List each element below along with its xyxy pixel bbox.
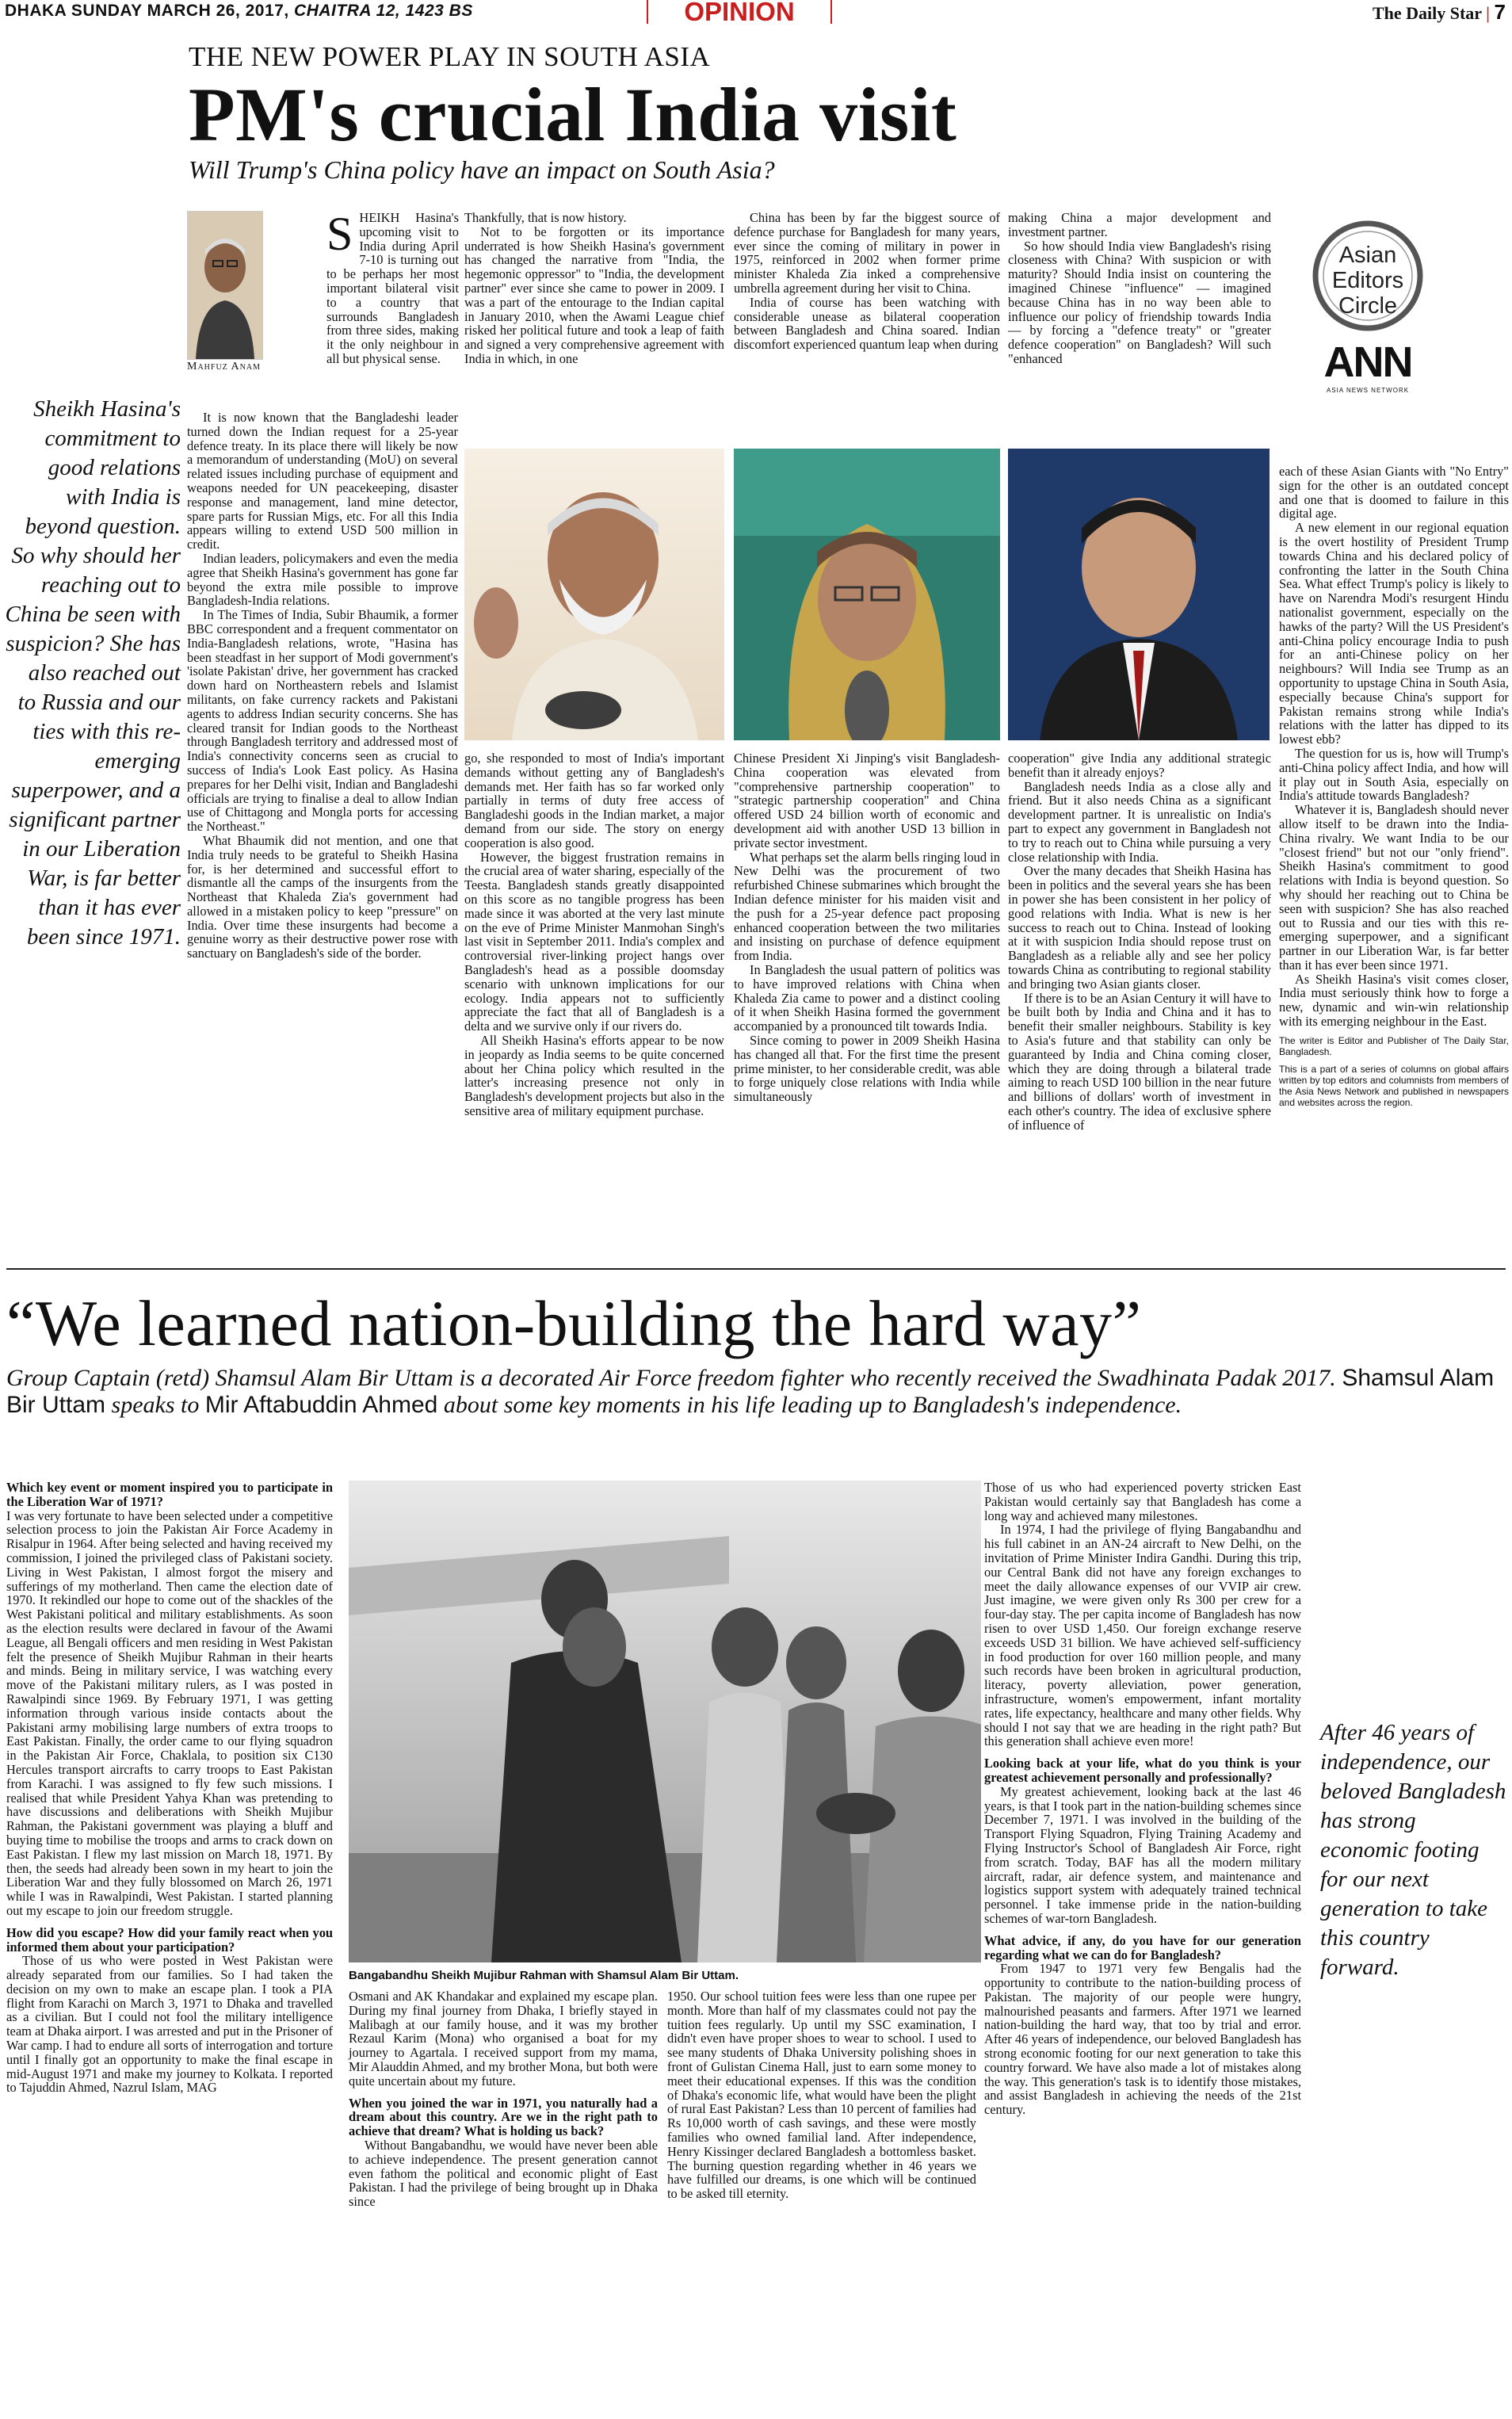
article1-col5: each of these Asian Giants with "No Entry" sign for the other is an outdated concept and one that is doomed to failure in this digital age. A new element in our regional equation is the overt hostility of President Trump towards China and his declared policy of confronting the latter in the South China Sea. What effect Trump's policy is likely to have on Narendra Modi's resurgent Hindu nationalist government, especially on the hawks of the party? Will the US President's anti-China policy encourage India to push for an anti-Chinese policy on her neighbours? Will India see Trump as an opportunity to upstage China in South Asia, especially because China's support for Pakistan remains strong while India's relations with the latter has dipped to its lowest ebb? The question for us is, how will Trump's anti-China policy affect India, and how will it play out in South Asia, especially on India's attitude towards Bangladesh? Whatever it is, Bangladesh should never allow itself to be drawn into the India-China rivalry. We want India to be our "closest friend" but not our "only friend". Sheikh Hasina's commitment to good relations with India is beyond question. So why should her reaching out to China be seen with suspicion? She has also reached out to Russia and our ties with this re-emerging superpower, and a significant partner in our Liberation War, is far better than it has ever been since 1971. As Sheikh Hasina's visit comes closer, India must seriously think how to forge a new, dynamic and win-win relationship with its emerging neighbour in the East. The writer is Editor and Publisher of The Daily Star, Bangladesh. This is a part of a series of columns on global affairs written by top editors and columnists from members of the Asia News Network and published in newspapers and websites across the region. bbox=[1279, 464, 1509, 1108]
paper-name-page: The Daily Star | 7 bbox=[1372, 0, 1506, 24]
page-number: 7 bbox=[1494, 0, 1506, 24]
author-byline: Mahfuz Anam bbox=[187, 361, 261, 373]
article1-col1: It is now known that the Bangladeshi leader turned down the Indian request for a 25-year defence treaty. In its place there will likely be now a memorandum of understanding (MoU) on several related issues including purchase of equipment and weapons needed for UN peacekeeping, disaster response and management, land mine detector, spare parts for Russian Migs, etc. For all this India appears willing to extend USD 500 million in credit. Indian leaders, policymakers and even the media agree that Sheikh Hasina's government has gone far beyond the extra mile possible to improve Bangladesh-India relations. In The Times of India, Subir Bhaumik, a former BBC correspondent and a frequent commentator on India-Bangladesh relations, wrote, "Hasina has been steadfast in her support of Modi government's 'isolate Pakistan' drive, her government has cracked down hard on Northeastern rebels and Islamist militants, on fake currency rackets and Pakistani agents to address Indian security concerns. She has cleared transit for Indian goods to the Northeast through Bangladesh territory and addressed most of India's connectivity concerns seen as crucial to success of India's Look East policy. As Hasina prepares for her Delhi visit, Indian and Bangladeshi officials are trying to finalise a deal to allow Indian use of Chittagong and Mongla ports for accessing the Northeast." What Bhaumik did not mention, and one that India truly needs to be grateful to Sheikh Hasina for, is her determined and successful effort to dismantle all the camps of the insurgents from the Northeast that Khaleda Zia's government had allowed in a mistaken policy to keep "pressure" on India. Over time these insurgents had become a genuine worry as their destructive power rose with sanctuary on Bangladesh's side of the border. bbox=[187, 410, 458, 961]
article1-col4-bottom: cooperation" give India any additional strategic benefit than it already enjoys? Bangladesh needs India as a close ally and friend. But it also needs China as a significant development partner. It is unrealistic on India's part to expect any government in Bangladesh not to try to reach out to China while pursuing a very close relationship with India. Over the many decades that Sheikh Hasina has been in politics and the several years she has been in power she has been consistent in her policy of good relations with India. What is new is her success to reach out to China. Instead of looking at it with suspicion India should repose trust on Bangladesh as a reliable ally and see her policy towards China as contributing to regional stability and bringing two Asian giants closer. If there is to be an Asian Century it will have to be built both by India and China and it has to benefit their smaller neighbours. Stability is key to Asia's future and that stability can only be guaranteed by India and China coming closer, which they are doing through a bilateral trade aiming to reach USD 100 billion in the near future and billions of dollars' worth of investment in each other's country. The idea of exclusive sphere of influence of bbox=[1008, 751, 1271, 1133]
hasina-portrait-icon bbox=[734, 449, 1000, 740]
photo-xi-jinping bbox=[1008, 449, 1270, 740]
question-3: When you joined the war in 1971, you naturally had a dream about this country. Are we in the right path to achieve that dream? What is holding us back? bbox=[349, 2095, 658, 2139]
article1-pullquote: Sheikh Hasina's commitment to good relations with India is beyond question. So why should her reaching out to China be seen with suspicion? She has also reached out to Russia and our ties with this re-emerging superpower, and a significant partner in our Liberation War, is far better than it has ever been since 1971. bbox=[5, 396, 181, 950]
article2-deck: Group Captain (retd) Shamsul Alam Bir Uttam is a decorated Air Force freedom fighter who recently received the Swadhinata Padak 2017. Shamsul Alam Bir Uttam speaks to Mir Aftabuddin Ahmed about some key moments in his life leading up to Bangladesh's independence. bbox=[6, 1365, 1495, 1418]
article2-col3: 1950. Our school tuition fees were less than one rupee per month. More than half of my classmates could not pay the tuition fees regularly. Up until my SSC examination, I didn't even have proper shoes to wear to school. I used to see many students of Dhaka University polishing shoes in front of Gulistan Cinema Hall, just to earn some money to meet their educational expenses. If this was the condition of Dhaka's economic life, what would have been the plight of rural East Pakistan? Less than 10 percent of families had Rs 10,000 worth of cash savings, and these were mostly families who owned familial land. After independence, Henry Kissinger declared Bangladesh a bottomless basket. The burning question regarding whether in 46 years we have fulfilled our dreams, is one which will be continued to be asked till eternity. bbox=[667, 1989, 976, 2202]
ann-logo: ANN bbox=[1323, 338, 1412, 386]
question-2: How did you escape? How did your family react when you informed them about your participation? bbox=[6, 1924, 333, 1955]
article2-col2: Osmani and AK Khandakar and explained my escape plan. During my final journey from Dhaka, I briefly stayed in Malibagh at our family house, and it was my brother Rezaul Karim (Mona) who organised a boat for my journey to Agartala. I received support from my mama, Mir Alauddin Ahmed, and my brother Mona, but both were quite uncertain about my future. When you joined the war in 1971, you naturally had a dream about this country. Are we in the right path to achieve that dream? What is holding us back? Without Bangabandhu, we would have never been able to achieve independence. The present generation cannot even fathom the political and economic plight of East Pakistan. I had the privilege of being brought up in Dhaka since bbox=[349, 1989, 658, 2210]
article1-kicker: THE NEW POWER PLAY IN SOUTH ASIA bbox=[189, 41, 711, 72]
article2-col1: Which key event or moment inspired you to participate in the Liberation War of 1971? I was very fortunate to have been selected under a competitive selection process to join the Pakistan Air Force Academy in Risalpur in 1964. After being selected and having received my commission, I joined the privileged class of Pakistani society. Living in West Pakistan, I almost forgot the misery and sufferings of my motherland. Then came the election date of 1970. It rekindled our hope to come out of the shackles of the West Pakistani political and military establishments. As soon as the election results were declared in favour of the Awami League, all Bengali officers and men residing in West Pakistan felt the presence of Sheikh Mujibur Rahman in their hearts and minds. Being in military service, I was watching every move of the Pakistani military rulers, as I was posted in Rawalpindi since 1969. By February 1971, I was getting information through various inside contacts about the Pakistani army mobilising large numbers of extra troops to East Pakistan. Finally, the order came to our flying squadron in the Pakistan Air Force, Chaklala, to position six C130 Hercules transport aircrafts to carry troops to East Pakistan from Karachi. I was assigned to fly few such missions. I realised that while President Yahya Khan was pretending to have discussions and deliberations with Sheikh Mujibur Rahman, the Pakistani government was playing a bluff and buying time to mobilise the troops and arms to crack down on East Pakistan. I flew my last mission on March 18, 1971. By then, the seeds had already been sown in my heart to join the Liberation War and they fully blossomed on March 26, 1971 while I was in Rawalpindi, West Pakistan. I started planning out my escape to join our freedom struggle. How did you escape? How did your family react when you informed them about your participation? Those of us who were posted in West Pakistan were already separated from our families. So I had taken the decision on my own to make an escape plan. I took a PIA flight from Karachi on March 3, 1971 to Dhaka and travelled as a civilian. But I could not fool the military intelligence team at Dhaka airport. I was arrested and put in the Prisoner of War camp. I had to endure all sorts of interrogation and torture until I finally got an opportunity to make the final escape in mid-August 1971 and make my journey to Kolkata. I reported to Tajuddin Ahmed, Nazrul Islam, MAG bbox=[6, 1480, 333, 2096]
paper-name: The Daily Star bbox=[1372, 3, 1482, 23]
article2-pullquote: After 46 years of independence, our beloved Bangladesh has strong economic footing for our next generation to take this country forward. bbox=[1320, 1720, 1506, 1980]
article1-col2-bottom: go, she responded to most of India's important demands without getting any of Bangladesh's demands met. Her faith has so far worked only partially in terms of duty free access of Bangladeshi goods in the Indian market, a major demand from our side. The story on energy cooperation is also good. However, the biggest frustration remains in the crucial area of water sharing, especially of the Teesta. Bangladesh stands greatly disappointed on this score as no tangible progress has been made since it was aborted at the very last minute on the eve of Prime Minister Manmohan Singh's last visit in September 2011. India's complex and controversial river-linking project hangs over Bangladesh's head as a possible doomsday scenario with unknown implications for our ecology. India appears not to sufficiently appreciate the fact that all of Bangladesh is a delta and we survive only if our rivers do. All Sheikh Hasina's efforts appear to be now in jeopardy as India seems to be quite concerned about her China policy which resulted in the latter's increasing presence not only in Bangladesh's development projects but also in the sensitive area of military equipment purchase. bbox=[464, 751, 724, 1118]
section-label: OPINION bbox=[647, 0, 832, 24]
xi-portrait-icon bbox=[1008, 449, 1270, 740]
article1-col1-top: S HEIKH Hasina's upcoming visit to India during April 7-10 is turning out to be perhaps her most important bilateral visit to a country that surrounds Bangladesh from three sides, making it the only neighbour in all but physical sense. bbox=[326, 208, 459, 366]
article2-headline: “We learned nation-building the hard way” bbox=[6, 1287, 1142, 1359]
question-4: Looking back at your life, what do you think is your greatest achievement personally and professionally? bbox=[984, 1756, 1301, 1785]
article1-col2-top: Thankfully, that is now history. Not to be forgotten or its importance underrated is how Sheikh Hasina's government has changed the narrative from "India, the hegemonic oppressor" to "India, the development partner" ever since she came to power in 2009. I was a part of the entourage to the Indian capital in January 2010, when the Awami League chief risked her political future and took a leap of faith and signed a very comprehensive agreement with India in which, in one bbox=[464, 210, 724, 366]
dropcap: S bbox=[326, 208, 353, 260]
asian-editors-circle-logo: Asian Editors Circle ANN ASIA NEWS NETWORK bbox=[1300, 212, 1436, 401]
author-photo bbox=[187, 211, 263, 360]
photo-hasina bbox=[734, 449, 1000, 740]
editor-note: The writer is Editor and Publisher of The Daily Star, Bangladesh. bbox=[1279, 1034, 1509, 1057]
author-portrait-icon bbox=[188, 212, 262, 359]
article1-headline: PM's crucial India visit bbox=[189, 72, 957, 157]
article-divider bbox=[6, 1268, 1506, 1270]
modi-portrait-icon bbox=[464, 449, 724, 740]
article1-col4-top: making China a major development and investment partner. So how should India view Bangladesh's rising closeness with China? With suspicion or with maturity? Should India insist on countering the imagined Chinese "influence" — imagined because China has in no way been able to influence our policy of friendship towards India — by forcing a "defence treaty" or "greater defence cooperation" on Bangladesh? Will such "enhanced bbox=[1008, 210, 1271, 366]
series-note: This is a part of a series of columns on global affairs written by top editors and columnists from members of the Asia News Network and published in newspapers and websites across the region. bbox=[1279, 1063, 1509, 1108]
article2-col4: Those of us who had experienced poverty stricken East Pakistan would certainly say that Bangladesh has come a long way and achieved many milestones. In 1974, I had the privilege of flying Bangabandhu and his full cabinet in an AN-24 aircraft to New Delhi, on the invitation of Prime Minister Indira Gandhi. During this trip, our Central Bank did not have any foreign exchanges to meet the daily allowance expenses of our VVIP air crew. Just imagine, we were given only Rs 300 per crew for a four-day stay. The per capita income of Bangladesh has now risen to over USD 1,450. Our foreign exchange reserve exceeds USD 31 billion. We have achieved self-sufficiency in food production for over 160 million people, and many such records have been broken in agricultural production, literacy, poverty alleviation, power generation, infrastructure, women's empowerment, infant mortality rates, life expectancy, healthcare and many other fields. Why should I not say that we are heading in the right path? But this generation shall achieve even more! Looking back at your life, what do you think is your greatest achievement personally and professionally? My greatest achievement, looking back at the last 46 years, is that I took part in the nation-building schemes since December 7, 1971. I was involved in the building of the Transport Flying Squadron, Flying Training Academy and Flying Instructor's School of Bangladesh Air Force, right from scratch. Today, BAF has all the modern military aircraft, radar, air defence system, and maintenance and logistics support system with adequately trained technical personnel. I take immense pride in the nation-building schemes of war-torn Bangladesh. What advice, if any, do you have for our generation regarding what we can do for Bangladesh? From 1947 to 1971 very few Bengalis had the opportunity to contribute to the nation-building process of Pakistan. The majority of our people were hungry, malnourished peasants and farmers. After 1971 we learned nation-building the hard way, that too by trial and error. After 46 years of independence, our beloved Bangladesh has strong economic footing for our next generation to take this country forward. We have also made a lot of mistakes along the way. This generation's task is to identify those mistakes, and assist Bangladesh in achieving the needs of the 21st century. bbox=[981, 1481, 1301, 2117]
question-5: What advice, if any, do you have for our generation regarding what we can do for Bangladesh? bbox=[984, 1932, 1301, 1962]
article1-col3-bottom: Chinese President Xi Jinping's visit Bangladesh-China cooperation was elevated from "comprehensive partnership cooperation" to "strategic partnership cooperation" and China offered USD 24 billion worth of economic and development aid with another USD 13 billion in private sector investment. What perhaps set the alarm bells ringing loud in New Delhi was the procurement of two refurbished Chinese submarines which brought the Indian defence minister for his maiden visit and the push for a 25-year defence pact proposing enhanced cooperation between the two militaries and insisting on purchase of defence equipment from India. In Bangladesh the usual pattern of politics was to have improved relations with China when Khaleda Zia came to power and a distinct cooling of it when Sheikh Hasina formed the government accompanied by a pronounced tilt towards India. Since coming to power in 2009 Sheikh Hasina has changed all that. For the first time the present prime minister, to her considerable credit, was able to forge uniquely close relations with India while simultaneously bbox=[734, 751, 1000, 1105]
article1-col3-top: China has been by far the biggest source of defence purchase for Bangladesh for many years, ever since the coming of military in power in 1975, reinforced in 2002 when former prime minister Khaleda Zia inked a comprehensive umbrella agreement during her visit to China. India of course has been watching with considerable unease as bilateral cooperation between Bangladesh and China soared. Indian discomfort experienced quantum leap when during bbox=[734, 210, 1000, 353]
question-1: Which key event or moment inspired you to participate in the Liberation War of 1971? bbox=[6, 1480, 333, 1509]
article1-deck: Will Trump's China policy have an impact on South Asia? bbox=[189, 155, 775, 184]
masthead bbox=[0, 0, 1512, 24]
masthead-date: DHAKA SUNDAY MARCH 26, 2017, CHAITRA 12, 1423 BS bbox=[5, 2, 473, 20]
photo-modi bbox=[464, 449, 724, 740]
photo-caption: Bangabandhu Sheikh Mujibur Rahman with Shamsul Alam Bir Uttam. bbox=[349, 1969, 739, 1982]
ann-subtitle: ASIA NEWS NETWORK bbox=[1326, 387, 1410, 394]
